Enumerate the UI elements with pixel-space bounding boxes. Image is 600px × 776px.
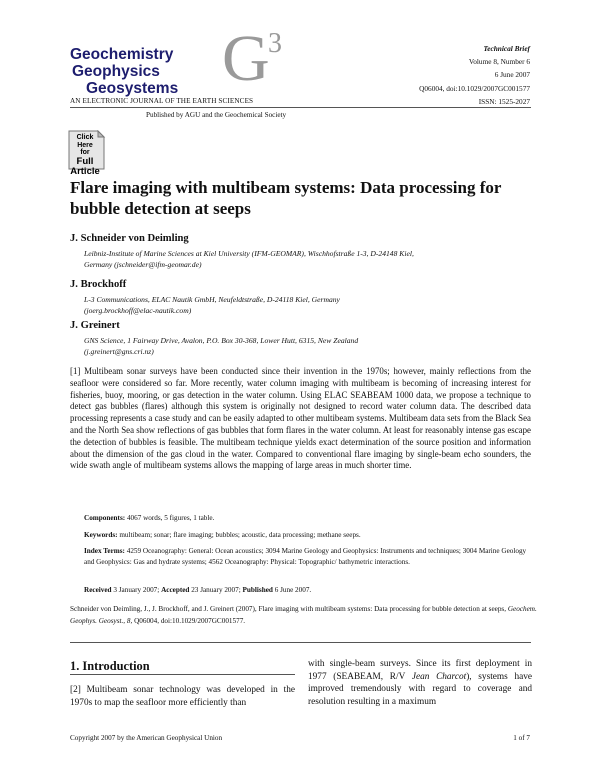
logo-line-geochemistry: Geochemistry <box>70 46 174 63</box>
body-column-left: [2] Multibeam sonar technology was developed in the 1970s to map the seafloor more efficiently than <box>70 685 295 708</box>
page-number: 1 of 7 <box>513 734 530 742</box>
citation-journal: Geochem. Geophys. Geosyst., 8, <box>70 605 537 625</box>
article-type: Technical Brief <box>483 44 530 53</box>
publication-date: 6 June 2007 <box>494 70 530 80</box>
logo-line-geosystems: Geosystems <box>86 80 179 97</box>
author-affiliation: Leibniz-Institute of Marine Sciences at Kiel University (IFM-GEOMAR), Wischhofstraße 1-3, D-24148 Kiel, Germany (jschneider@ifm-geomar.de) <box>84 249 414 269</box>
paragraph-marker: [1] <box>70 366 81 376</box>
doi-info: Q06004, doi:10.1029/2007GC001577 <box>419 83 530 93</box>
article-header-info <box>419 42 530 108</box>
issn-info: ISSN: 1525-2027 <box>478 96 530 106</box>
author-affiliation: L-3 Communications, ELAC Nautik GmbH, Neufeldtstraße, D-24118 Kiel, Germany (joerg.brockhoff@elac-nautik.com) <box>84 295 340 315</box>
journal-logo <box>70 46 178 97</box>
paragraph-marker: [2] <box>70 685 81 695</box>
logo-line-geophysics: Geophysics <box>72 63 160 80</box>
full-article-label: Click Here for Full Article <box>70 134 100 177</box>
citation: Schneider von Deimling, J., J. Brockhoff, and J. Greinert (2007), Flare imaging with multibeam systems: Data processing for bubble detection at seeps, Geochem. Geophys. Geosyst., 8, Q06004, doi:10.1029/2007GC001577. <box>70 605 537 625</box>
logo-superscript: 3 <box>268 28 282 59</box>
article-title: Flare imaging with multibeam systems: Data processing for bubble detection at seeps <box>70 178 502 218</box>
volume-info: Volume 8, Number 6 <box>468 57 530 67</box>
journal-tagline: AN ELECTRONIC JOURNAL OF THE EARTH SCIENCES <box>70 97 254 105</box>
ship-name: Jean Charcot <box>411 671 467 682</box>
author-name: J. Schneider von Deimling <box>70 233 189 244</box>
abstract <box>70 366 531 472</box>
author-name: J. Brockhoff <box>70 279 127 290</box>
author-affiliation: GNS Science, 1 Fairway Drive, Avalon, P.O. Box 30-368, Lower Hutt, 6315, New Zealand (j.greinert@gns.cri.nz) <box>84 336 359 356</box>
abstract-text: Multibeam sonar surveys have been conducted since their invention in the 1970s; however, mainly reflections from the seafloor were considered so far. More recently, water column imaging with multibeam is becoming of increasing interest for fisheries, buoy, mooring, or gas detection in the water column. Using ELAC SEABEAM 1000 data, we propose a technique to detect gas bubbles (flares) although this system is originally not designed to record water column data. The described data processing represents a case study and can be easily adapted to other multibeam systems. Multibeam data sets from the Black Sea and the North Sea show reflections of gas bubbles that form flares in the water column. At least for reasonably intense gas escape the detection of bubbles is feasible. The multibeam technique yields exact determination of the source position and information about the dimension of the gas cloud in the water. Compared to conventional flare imaging by single-beam echo sounders, the wide swath angle of multibeam systems allows the mapping of large areas in much shorter time. <box>70 366 531 471</box>
body-column-right: with single-beam surveys. Since its first deployment in 1977 (SEABEAM, R/V Jean Charcot), systems have improved tremendously with regard to coverage and resolution resulting in a maximum <box>308 659 532 707</box>
section-heading: 1. Introduction <box>70 659 150 673</box>
received-dates: Received 3 January 2007; Accepted 23 January 2007; Published 6 June 2007. <box>84 586 312 594</box>
copyright: Copyright 2007 by the American Geophysical Union <box>70 734 223 742</box>
section-rule <box>70 674 295 675</box>
publisher-line: Published by AGU and the Geochemical Society <box>146 111 287 119</box>
logo-g-letter: G <box>222 22 270 95</box>
section-separator <box>70 642 531 643</box>
components: Components: 4067 words, 5 figures, 1 table. <box>84 514 215 522</box>
author-name: J. Greinert <box>70 320 120 331</box>
index-terms: Index Terms: 4259 Oceanography: General: Ocean acoustics; 3094 Marine Geology and Geophysics: Instruments and techniques; 3004 Marine Geology and Geophysics: Gas and hydrate systems; 4562 Oceanography: Physical: Topographic/ bathymetric interactions. <box>84 547 527 566</box>
keywords: Keywords: multibeam; sonar; flare imaging; bubbles; acoustic, data processing; methane seeps. <box>84 531 361 539</box>
full-article-link[interactable] <box>66 130 106 177</box>
